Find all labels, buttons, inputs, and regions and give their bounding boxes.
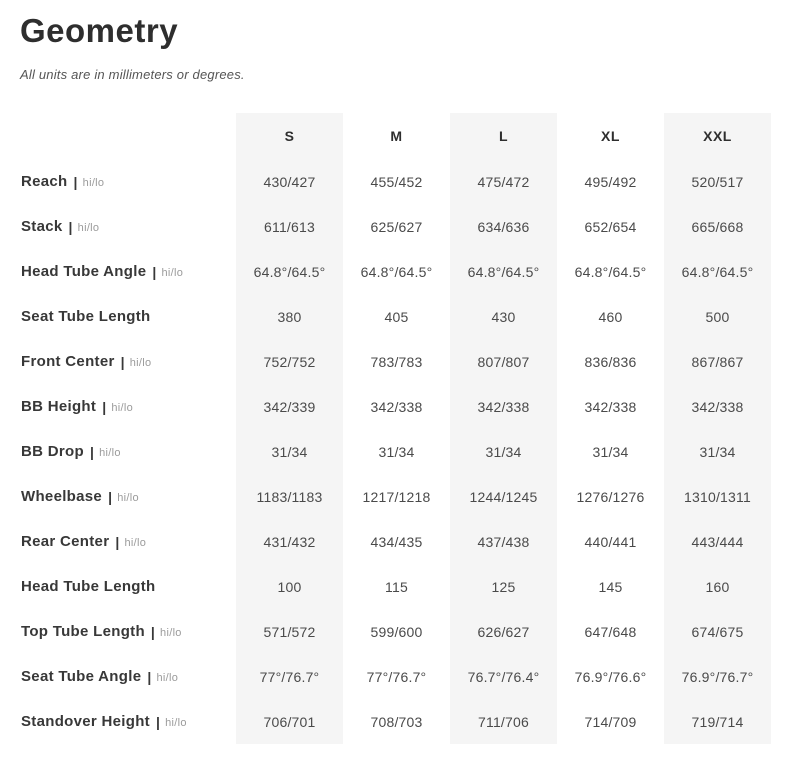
hilo-tag: hi/lo: [124, 536, 147, 549]
value-cell: 836/836: [584, 353, 637, 370]
value-cell: 1183/1183: [236, 474, 343, 519]
value-cell: 475/472: [450, 159, 557, 204]
value-cell: 76.7°/76.4°: [450, 654, 557, 699]
hilo-separator: |: [102, 398, 107, 415]
value-cell: 1310/1311: [664, 474, 771, 519]
row-label: BB Drop: [21, 443, 84, 460]
value-cell: 625/627: [370, 218, 423, 235]
value-cell: 342/338: [370, 398, 423, 415]
row-label-cell: [20, 519, 236, 564]
hilo-tag: hi/lo: [111, 401, 134, 414]
row-label: Seat Tube Angle: [21, 668, 142, 685]
value-cell: 342/338: [664, 384, 771, 429]
value-cell: 706/701: [236, 699, 343, 744]
row-label-cell: [20, 474, 236, 519]
value-cell: 440/441: [584, 533, 637, 550]
geometry-table: [20, 113, 771, 744]
value-cell: 31/34: [664, 429, 771, 474]
value-cell: 100: [236, 564, 343, 609]
row-label-cell: [20, 249, 236, 294]
value-cell: 31/34: [378, 443, 415, 460]
hilo-tag: hi/lo: [165, 716, 187, 729]
row-label-cell: [20, 609, 236, 654]
value-cell: 443/444: [664, 519, 771, 564]
value-cell: 674/675: [664, 609, 771, 654]
value-cell: 405: [384, 308, 409, 325]
row-label: Rear Center: [21, 533, 110, 550]
value-cell: 714/709: [584, 713, 637, 730]
value-cell: 76.9°/76.6°: [574, 668, 647, 685]
hilo-separator: |: [150, 623, 156, 640]
value-cell: 599/600: [370, 623, 423, 640]
value-cell: 342/339: [236, 384, 343, 429]
value-cell: 719/714: [664, 699, 771, 744]
hilo-tag: hi/lo: [161, 266, 184, 279]
row-label: Stack: [21, 218, 63, 235]
value-cell: 1244/1245: [450, 474, 557, 519]
hilo-separator: |: [155, 713, 161, 730]
hilo-separator: |: [108, 488, 113, 505]
row-label: Wheelbase: [21, 488, 103, 505]
hilo-separator: |: [120, 353, 125, 370]
row-label: Head Tube Length: [21, 578, 156, 595]
value-cell: 652/654: [584, 218, 637, 235]
value-cell: 807/807: [450, 339, 557, 384]
hilo-tag: hi/lo: [117, 491, 139, 504]
hilo-tag: hi/lo: [99, 446, 121, 459]
value-cell: 434/435: [370, 533, 423, 550]
value-cell: 500: [664, 294, 771, 339]
row-label: BB Height: [21, 398, 97, 415]
page-title: Geometry: [20, 12, 179, 49]
size-column-header-xxl: XXL: [664, 113, 771, 159]
value-cell: 145: [598, 578, 623, 595]
row-label-cell: [20, 384, 236, 429]
value-cell: 76.9°/76.7°: [664, 654, 771, 699]
value-cell: 31/34: [592, 443, 629, 460]
size-column-header-l: L: [450, 113, 557, 159]
hilo-separator: |: [152, 263, 157, 280]
value-cell: 783/783: [370, 353, 423, 370]
value-cell: 708/703: [370, 713, 423, 730]
row-label-cell: [20, 204, 236, 249]
value-cell: 64.8°/64.5°: [574, 263, 647, 280]
hilo-separator: |: [89, 443, 95, 460]
value-cell: 1276/1276: [576, 488, 645, 505]
value-cell: 64.8°/64.5°: [236, 249, 343, 294]
size-column-header-m: M: [390, 128, 403, 144]
value-cell: 611/613: [236, 204, 343, 249]
hilo-tag: hi/lo: [129, 356, 152, 369]
value-cell: 31/34: [236, 429, 343, 474]
value-cell: 64.8°/64.5°: [664, 249, 771, 294]
value-cell: 711/706: [450, 699, 557, 744]
value-cell: 160: [664, 564, 771, 609]
table-corner-cell: [20, 113, 236, 159]
value-cell: 647/648: [584, 623, 637, 640]
value-cell: 31/34: [450, 429, 557, 474]
row-label-cell: [20, 429, 236, 474]
value-cell: 460: [598, 308, 623, 325]
value-cell: 125: [450, 564, 557, 609]
value-cell: 520/517: [664, 159, 771, 204]
value-cell: 77°/76.7°: [236, 654, 343, 699]
value-cell: 626/627: [450, 609, 557, 654]
hilo-tag: hi/lo: [156, 671, 179, 684]
value-cell: 342/338: [584, 398, 637, 415]
value-cell: 455/452: [370, 173, 423, 190]
row-label: Top Tube Length: [21, 623, 145, 640]
row-label-cell: [20, 699, 236, 744]
row-label: Standover Height: [21, 713, 150, 730]
row-label: Seat Tube Length: [21, 308, 151, 325]
row-label-cell: [20, 159, 236, 204]
value-cell: 495/492: [584, 173, 637, 190]
row-label-cell: [20, 654, 236, 699]
hilo-separator: |: [73, 173, 78, 190]
value-cell: 665/668: [664, 204, 771, 249]
hilo-tag: hi/lo: [77, 221, 100, 234]
row-label: Front Center: [21, 353, 115, 370]
row-label-cell: [20, 564, 236, 609]
value-cell: 115: [385, 578, 408, 595]
value-cell: 380: [236, 294, 343, 339]
value-cell: 64.8°/64.5°: [450, 249, 557, 294]
row-label: Head Tube Angle: [21, 263, 147, 280]
size-column-header-s: S: [236, 113, 343, 159]
hilo-separator: |: [147, 668, 152, 685]
hilo-tag: hi/lo: [82, 176, 105, 189]
value-cell: 431/432: [236, 519, 343, 564]
value-cell: 437/438: [450, 519, 557, 564]
value-cell: 634/636: [450, 204, 557, 249]
hilo-separator: |: [115, 533, 120, 550]
value-cell: 752/752: [236, 339, 343, 384]
hilo-separator: |: [68, 218, 73, 235]
value-cell: 77°/76.7°: [366, 668, 427, 685]
value-cell: 1217/1218: [362, 488, 431, 505]
value-cell: 64.8°/64.5°: [360, 263, 433, 280]
row-label: Reach: [21, 173, 68, 190]
value-cell: 430/427: [236, 159, 343, 204]
value-cell: 571/572: [236, 609, 343, 654]
value-cell: 342/338: [450, 384, 557, 429]
row-label-cell: [20, 339, 236, 384]
hilo-tag: hi/lo: [160, 626, 182, 639]
row-label-cell: [20, 294, 236, 339]
value-cell: 430: [450, 294, 557, 339]
size-column-header-xl: XL: [601, 128, 620, 144]
value-cell: 867/867: [664, 339, 771, 384]
units-note: All units are in millimeters or degrees.: [20, 67, 245, 82]
